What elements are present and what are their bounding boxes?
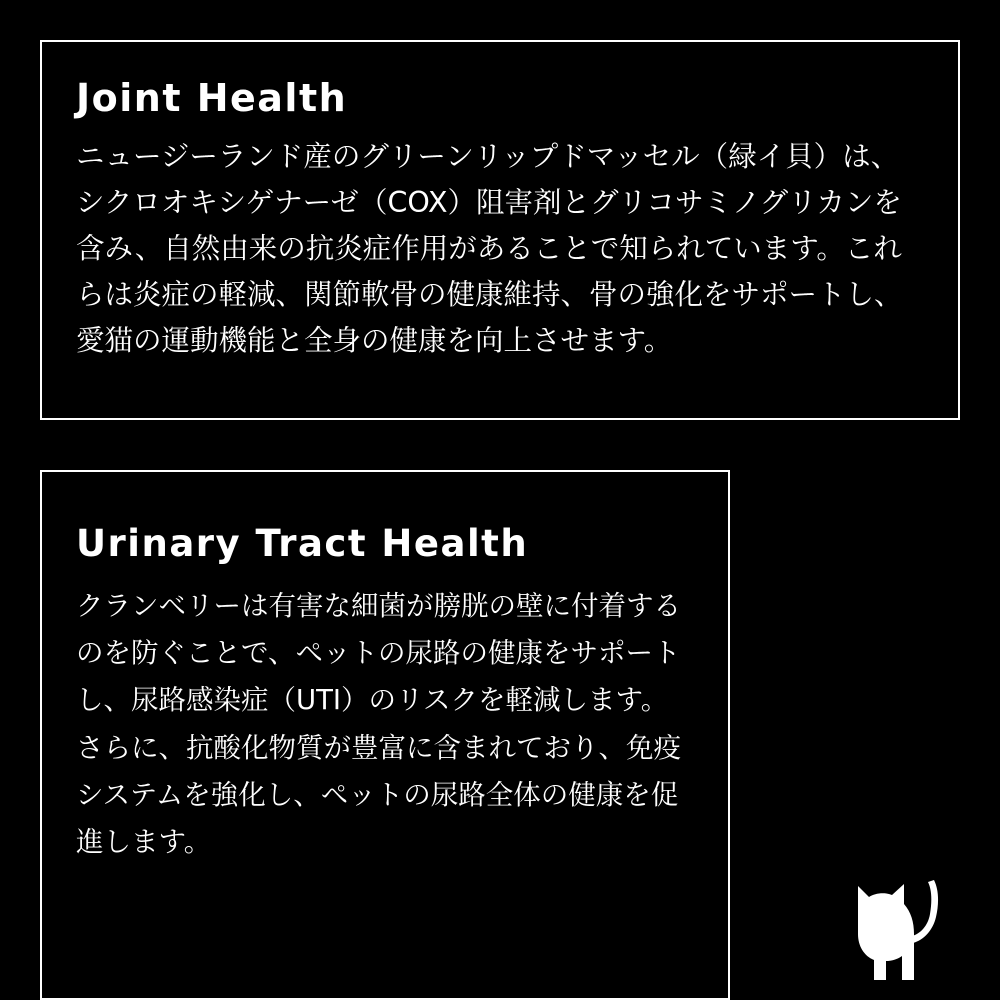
- card-body-text: ニュージーランド産のグリーンリップドマッセル（緑イ貝）は、シクロオキシゲナーゼ（COX）阻害剤とグリコサミノグリカンを含み、自然由来の抗炎症作用があることで知られています。これらは炎症の軽減、関節軟骨の健康維持、骨の強化をサポートし、愛猫の運動機能と全身の健康を向上させます。: [76, 139, 903, 358]
- card-urinary-tract-health: [40, 470, 730, 1000]
- card-body-text: クランベリーは有害な細菌が膀胱の壁に付着するのを防ぐことで、ペットの尿路の健康をサポートし、尿路感染症（UTI）のリスクを軽減します。さらに、抗酸化物質が豊富に含まれており、免疫システムを強化し、ペットの尿路全体の健康を促進します。: [76, 589, 681, 859]
- card-joint-health: [40, 40, 960, 420]
- card-title: Joint Health: [76, 76, 348, 120]
- cat-silhouette-icon: [828, 860, 958, 990]
- card-title: Urinary Tract Health: [76, 522, 529, 565]
